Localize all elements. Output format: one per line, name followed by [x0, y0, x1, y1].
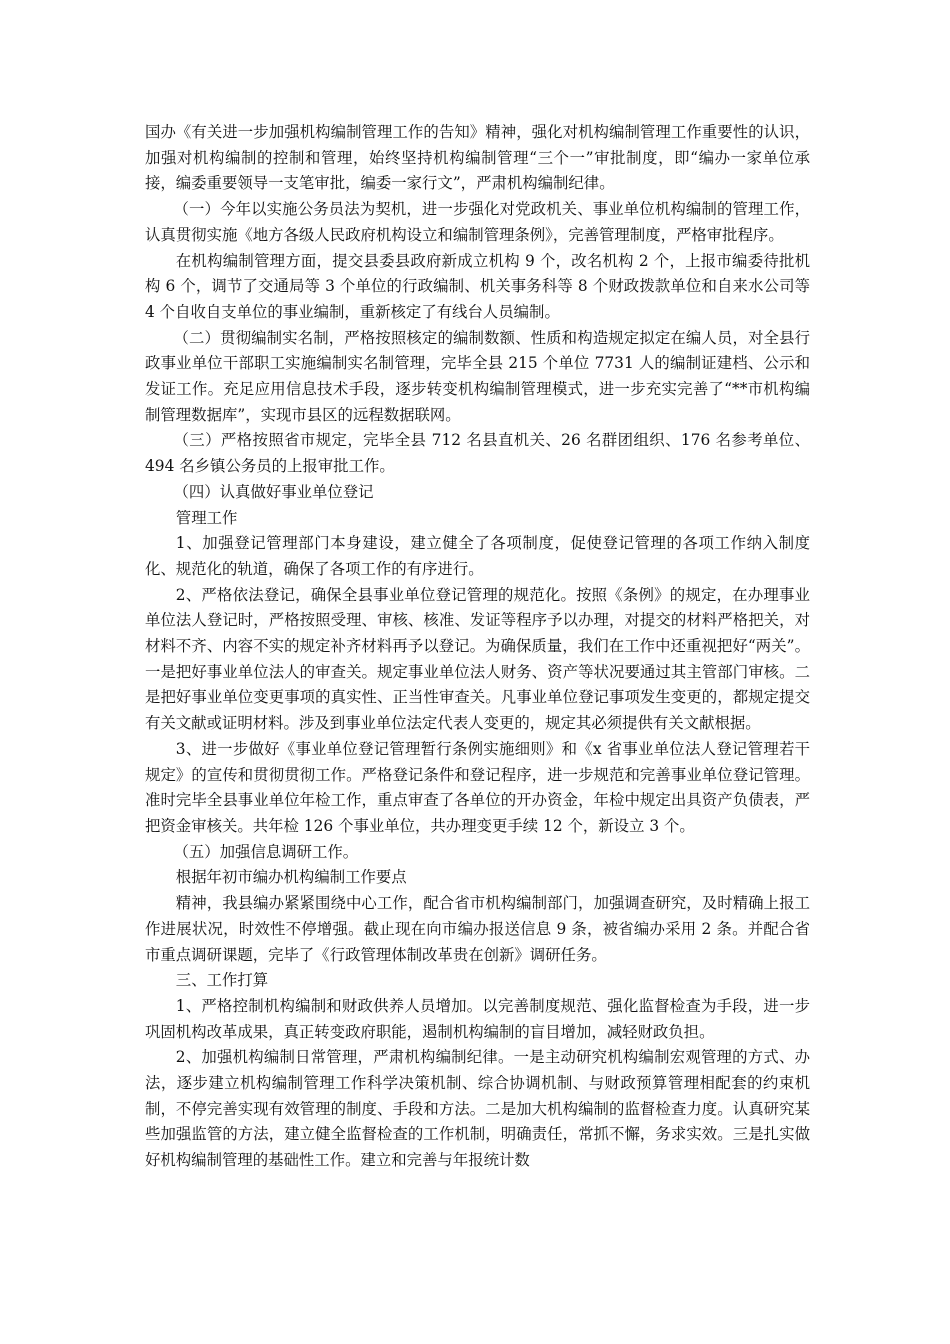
paragraph-section-5-body: 精神，我县编办紧紧围绕中心工作，配合省市机构编制部门，加强调查研究，及时精确上报工作进展状况，时效性不停增强。截止现在向市编办报送信息 9 条，被省编办采用 2 条。并配合省市重点调研课题，完毕了《行政管理体制改革贵在创新》调研任务。	[145, 894, 810, 964]
paragraph-item-1: 1、加强登记管理部门本身建设，建立健全了各项制度，促使登记管理的各项工作纳入制度化、规范化的轨道，确保了各项工作的有序进行。	[145, 534, 810, 578]
paragraph-plan-2: 2、加强机构编制日常管理，严肃机构编制纪律。一是主动研究机构编制宏观管理的方式、办法，逐步建立机构编制管理工作科学决策机制、综合协调机制、与财政预算管理相配套的约束机制，不停完善实现有效管理的制度、手段和方法。二是加大机构编制的监督检查力度。认真研究某些加强监管的方法，建立健全监督检查的工作机制，明确责任，常抓不懈，务求实效。三是扎实做好机构编制管理的基础性工作。建立和完善与年报统计数	[145, 1048, 810, 1170]
paragraph-organization-management: 在机构编制管理方面，提交县委县政府新成立机构 9 个，改名机构 2 个，上报市编委待批机构 6 个，调节了交通局等 3 个单位的行政编制、机关事务科等 8 个财政拨款单位和自来水公司等 4 个自收自支单位的事业编制，重新核定了有线台人员编制。	[145, 251, 810, 321]
paragraph-section-5: （五）加强信息调研工作。	[173, 842, 359, 861]
paragraph-section-3: （三）严格按照省市规定，完毕全县 712 名县直机关、26 名群团组织、176 名参考单位、494 名乡镇公务员的上报审批工作。	[145, 431, 810, 476]
paragraph-plan-1: 1、严格控制机构编制和财政供养人员增加。以完善制度规范、强化监督检查为手段，进一步巩固机构改革成果，真正转变政府职能，遏制机构编制的盲目增加，减轻财政负担。	[145, 996, 810, 1041]
paragraph-section-4-subheading: 管理工作	[175, 508, 238, 527]
paragraph-part-3-heading: 三、工作打算	[175, 971, 269, 990]
paragraph-section-4-heading: （四）认真做好事业单位登记	[173, 482, 374, 501]
paragraph-item-3: 3、进一步做好《事业单位登记管理暂行条例实施细则》和《x 省事业单位法人登记管理若干规定》的宣传和贯彻贯彻工作。严格登记条件和登记程序，进一步规范和完善事业单位登记管理。准时完毕全县事业单位年检工作，重点审查了各单位的开办资金，年检中规定出具资产负债表，严把资金审核关。共年检 126 个事业单位，共办理变更手续 12 个，新设立 3 个。	[145, 739, 810, 835]
paragraph-item-2: 2、严格依法登记，确保全县事业单位登记管理的规范化。按照《条例》的规定，在办理事业单位法人登记时，严格按照受理、审核、核准、发证等程序予以办理，对提交的材料严格把关，对材料不齐、内容不实的规定补齐材料再予以登记。为确保质量，我们在工作中还重视把好“两关”。一是把好事业单位法人的审查关。规定事业单位法人财务、资产等状况要通过其主管部门审核。二是把好事业单位变更事项的真实性、正当性审查关。凡事业单位登记事项发生变更的，都规定提交有关文献或证明材料。涉及到事业单位法定代表人变更的，规定其必须提供有关文献根据。	[145, 585, 810, 733]
paragraph-section-2: （二）贯彻编制实名制，严格按照核定的编制数额、性质和构造规定拟定在编人员，对全县行政事业单位干部职工实施编制实名制管理，完毕全县 215 个单位 7731 人的编制证建档、公示和发证工作。充足应用信息技术手段，逐步转变机构编制管理模式，进一步充实完善了“**市机构编制管理数据库”，实现市县区的远程数据联网。	[145, 328, 810, 424]
paragraph-section-5-lead: 根据年初市编办机构编制工作要点	[175, 868, 407, 887]
document-body	[145, 120, 810, 1174]
paragraph-section-1: （一）今年以实施公务员法为契机，进一步强化对党政机关、事业单位机构编制的管理工作，认真贯彻实施《地方各级人民政府机构设立和编制管理条例》，完善管理制度，严格审批程序。	[145, 200, 810, 244]
paragraph-intro: 国办《有关进一步加强机构编制管理工作的告知》精神，强化对机构编制管理工作重要性的认识，加强对机构编制的控制和管理，始终坚持机构编制管理“三个一”审批制度，即“编办一家单位承接，编委重要领导一支笔审批，编委一家行文”，严肃机构编制纪律。	[145, 123, 810, 193]
